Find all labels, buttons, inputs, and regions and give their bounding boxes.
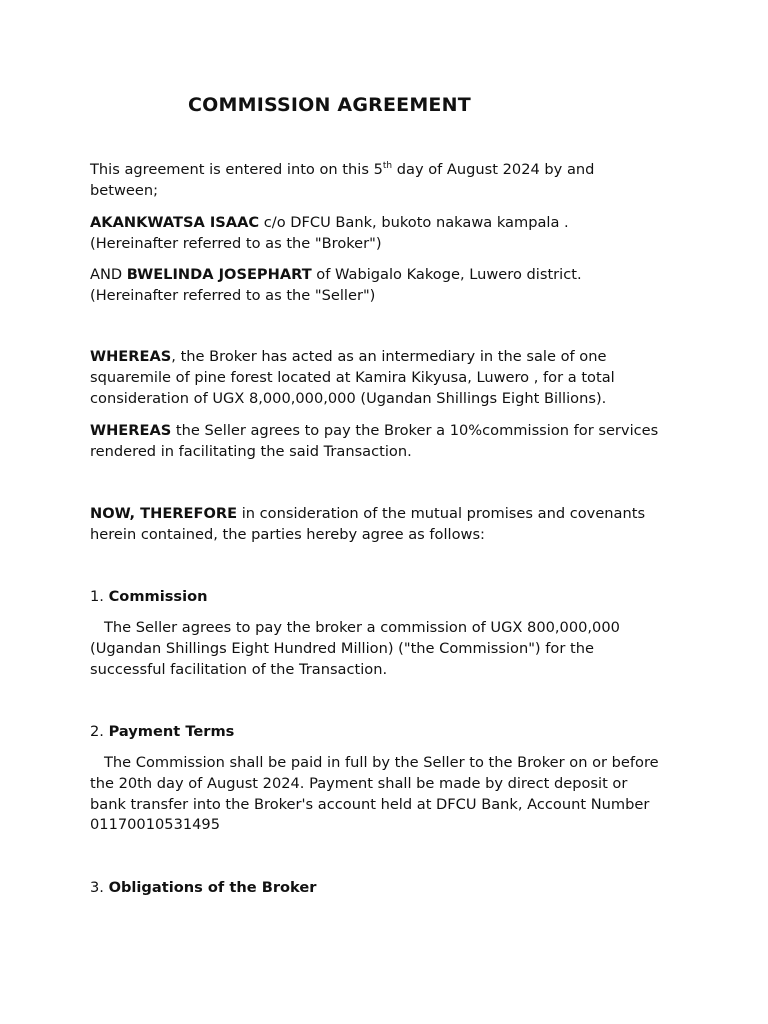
whereas-clause-1 [90, 347, 690, 409]
broker-address: c/o DFCU Bank, bukoto nakawa kampala . [259, 214, 569, 231]
section-commission-body [90, 618, 690, 680]
section-2-number: 2. [90, 723, 109, 740]
section-2-line-3: bank transfer into the Broker's account held at DFCU Bank, Account Number [90, 795, 650, 813]
broker-party [90, 213, 690, 255]
section-1-line-2: (Ugandan Shillings Eight Hundred Million) ("the Commission") for the [90, 639, 594, 657]
intro-paragraph [90, 160, 690, 202]
seller-address: of Wabigalo Kakoge, Luwero district. [311, 266, 582, 283]
section-3-number: 3. [90, 879, 109, 896]
section-payment-terms-body [90, 753, 690, 836]
section-1-line-1: The Seller agrees to pay the broker a commission of UGX 800,000,000 [104, 619, 620, 636]
seller-line [90, 265, 690, 286]
intro-text-post: day of August 2024 by and [392, 161, 595, 178]
section-2-line-1: The Commission shall be paid in full by the Seller to the Broker on or before [104, 754, 659, 771]
section-heading-commission [90, 587, 690, 608]
section-3-heading-line [90, 878, 690, 899]
seller-reference: (Hereinafter referred to as the "Seller") [90, 286, 376, 304]
whereas-1-line-2: squaremile of pine forest located at Kamira Kikyusa, Luwero , for a total [90, 368, 615, 386]
broker-line [90, 213, 690, 234]
whereas-1-keyword: WHEREAS [90, 348, 172, 365]
intro-line-1 [90, 160, 690, 181]
whereas-2-keyword: WHEREAS [90, 422, 172, 439]
section-1-title: Commission [108, 588, 208, 605]
section-1-line-3: successful facilitation of the Transaction. [90, 660, 388, 678]
document-title: COMMISSION AGREEMENT [188, 94, 471, 116]
now-therefore-line-2: herein contained, the parties hereby agree as follows: [90, 525, 485, 543]
whereas-1-line-3: consideration of UGX 8,000,000,000 (Ugandan Shillings Eight Billions). [90, 389, 607, 407]
section-2-title: Payment Terms [108, 723, 235, 740]
broker-reference: (Hereinafter referred to as the "Broker") [90, 234, 382, 252]
section-2-line-4: 01170010531495 [90, 816, 220, 834]
section-1-number: 1. [90, 588, 109, 605]
section-2-heading-line [90, 722, 690, 743]
whereas-clause-2 [90, 421, 690, 463]
whereas-2-line-1 [90, 421, 690, 442]
section-1-heading-line [90, 587, 690, 608]
now-therefore-keyword: NOW, THEREFORE [90, 505, 238, 522]
and-word: AND [90, 266, 127, 283]
intro-line-2: between; [90, 181, 159, 199]
intro-text-pre: This agreement is entered into on this 5 [90, 161, 383, 178]
broker-name: AKANKWATSA ISAAC [90, 214, 260, 231]
whereas-2-text-1: the Seller agrees to pay the Broker a 10%commission for services [171, 422, 659, 439]
seller-name: BWELINDA JOSEPHART [126, 266, 312, 283]
now-therefore-line-1 [90, 504, 690, 525]
whereas-1-text-1: , the Broker has acted as an intermediary in the sale of one [171, 348, 607, 365]
whereas-1-line-1 [90, 347, 690, 368]
section-heading-obligations-of-broker [90, 878, 690, 899]
section-2-line-2: the 20th day of August 2024. Payment shall be made by direct deposit or [90, 774, 628, 792]
section-3-title: Obligations of the Broker [108, 879, 317, 896]
section-heading-payment-terms [90, 722, 690, 743]
seller-party [90, 265, 690, 307]
now-therefore-text-1: in consideration of the mutual promises and covenants [237, 505, 646, 522]
date-ordinal-suffix: th [382, 161, 393, 171]
whereas-2-line-2: rendered in facilitating the said Transaction. [90, 442, 412, 460]
now-therefore-clause [90, 504, 690, 546]
